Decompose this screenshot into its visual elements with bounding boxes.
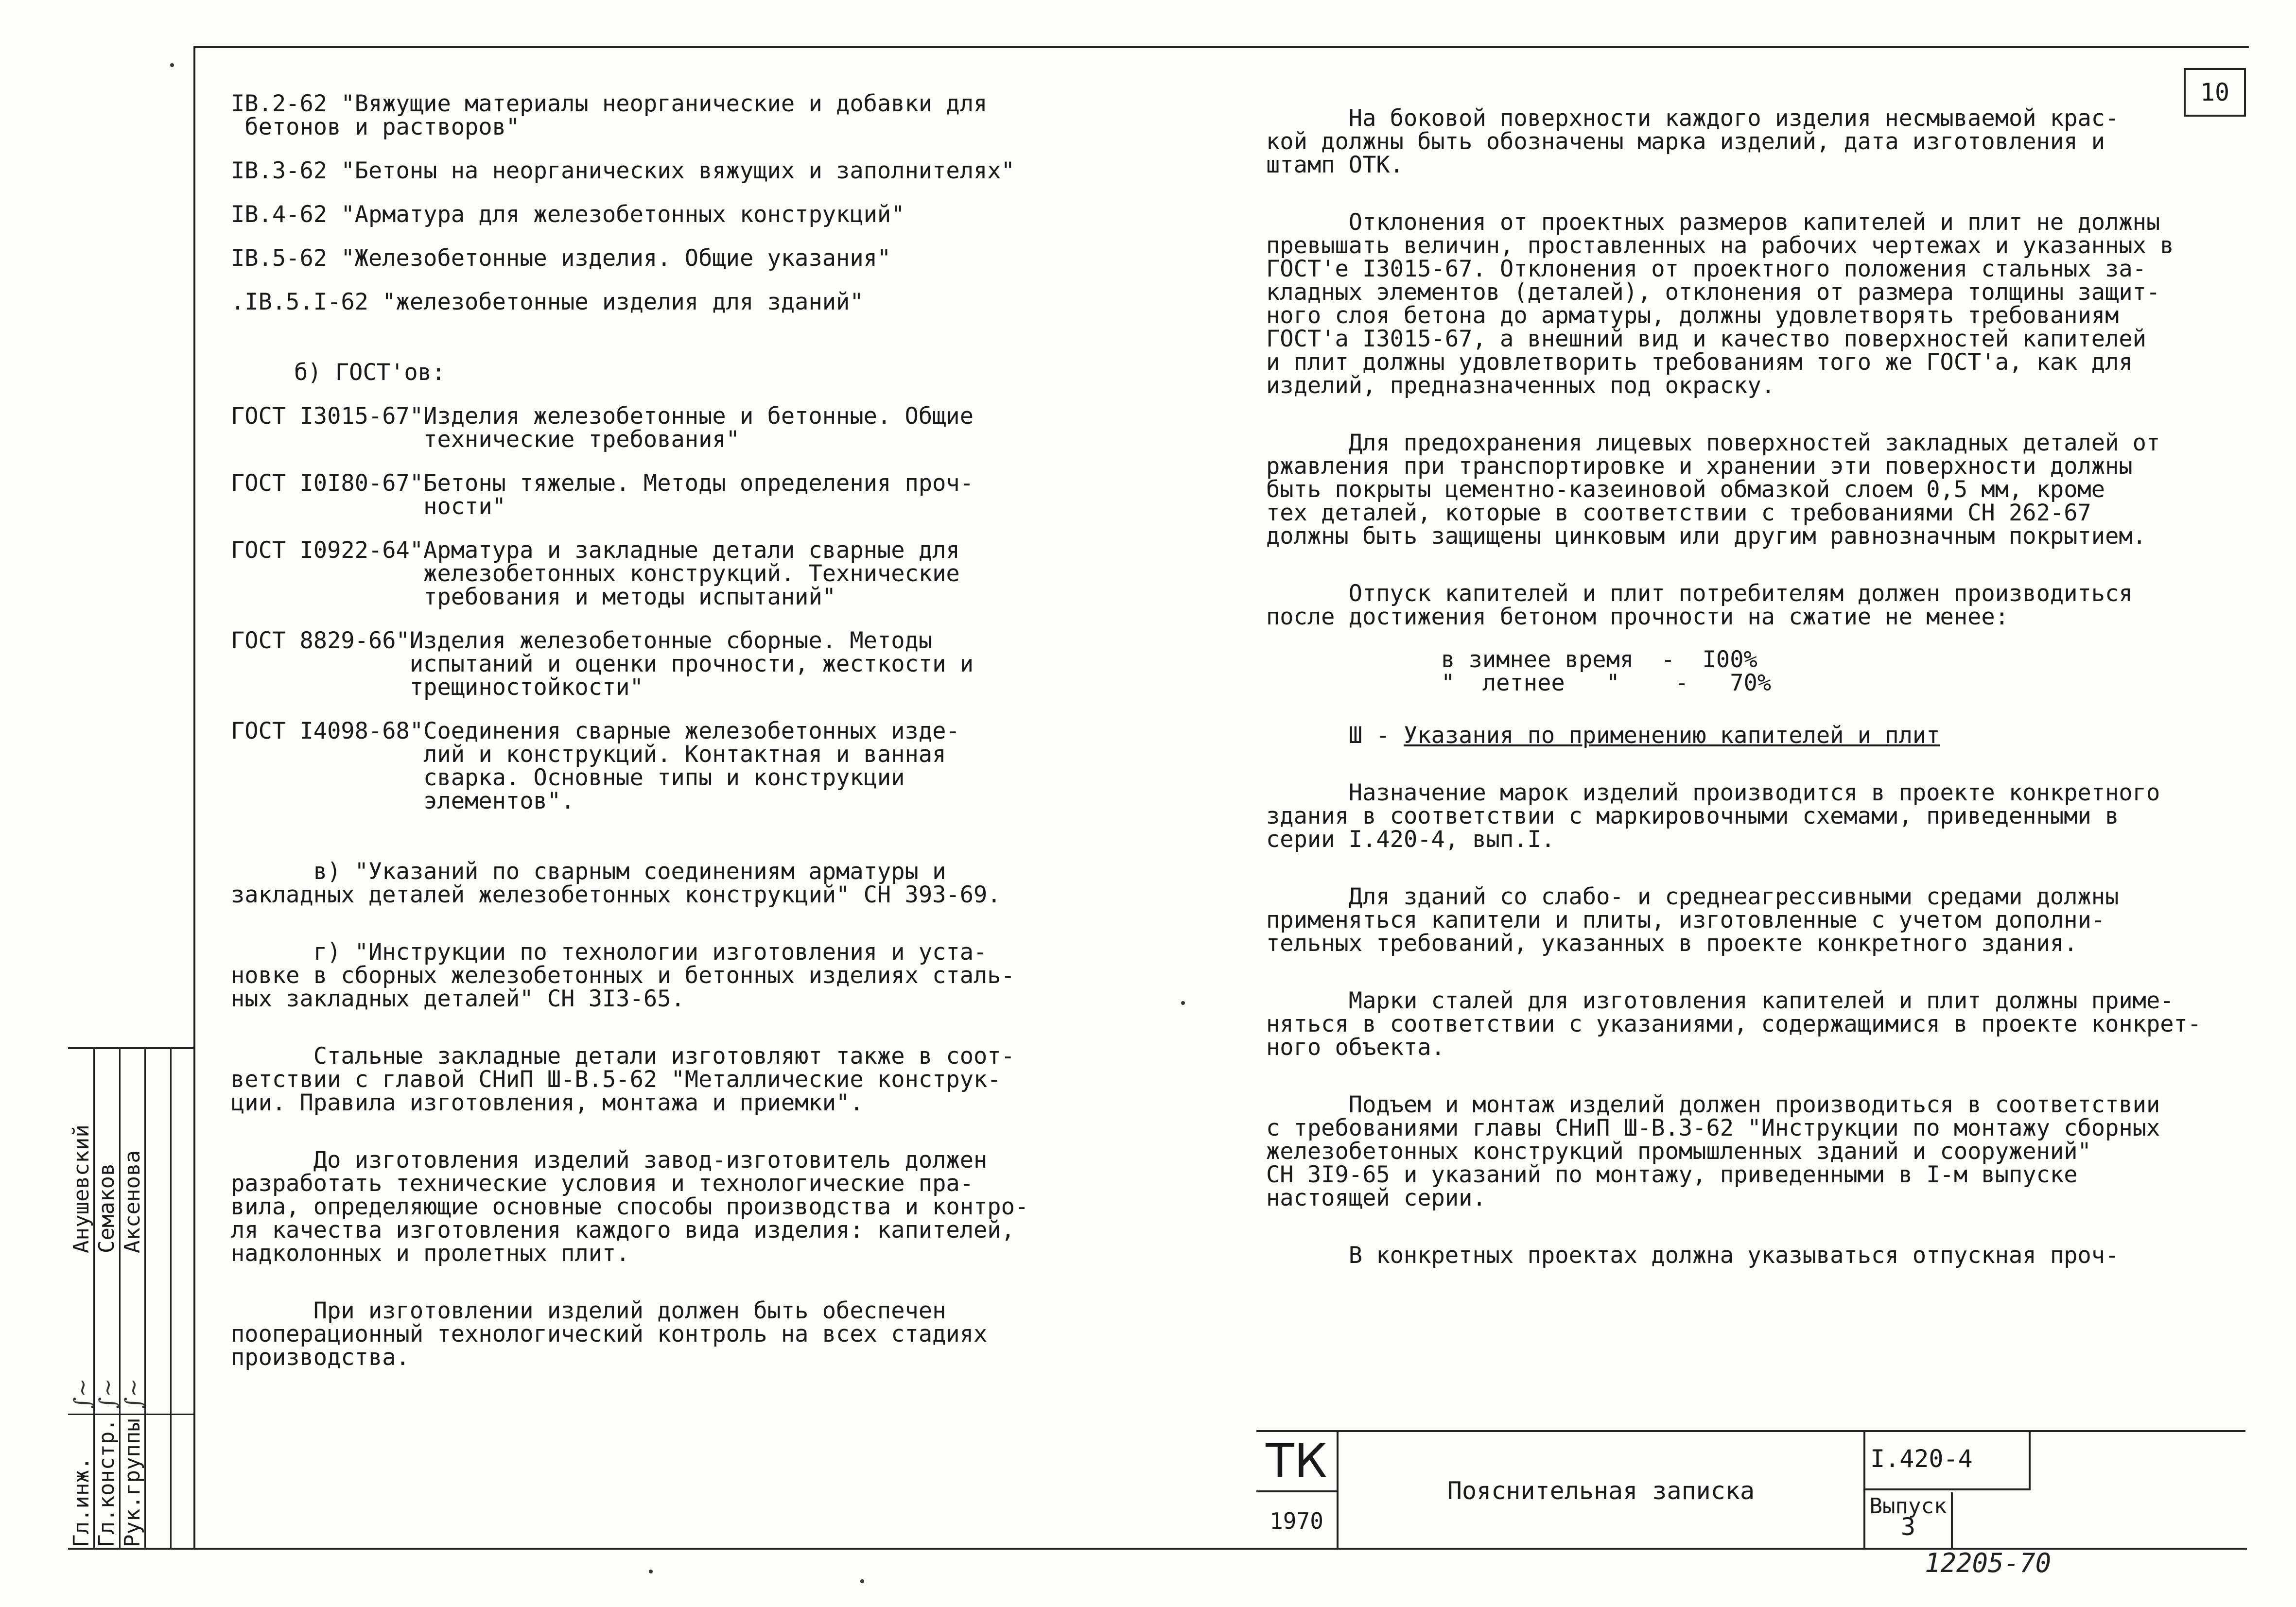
issue-cell <box>1865 1492 1953 1550</box>
release-strength-values: в зимнее время - I00% " летнее " - 70% <box>1441 646 1772 696</box>
paragraph-v: в) "Указаний по сварным соединениям арматуры и закладных деталей железобетонных конструкций" СН 393-69. <box>231 858 1001 908</box>
gost-entry: ГОСТ I3015-67 "Изделия железобетонные и бетонные. Общие технические требования" <box>231 403 974 453</box>
role-chief-engineer: Гл.инж. <box>69 1457 94 1547</box>
gost-entry: ГОСТ I0922-64 "Арматура и закладные детали сварные для железобетонных конструкций. Технические требования и методы испытаний" <box>231 537 960 610</box>
standard-entry: IВ.4-62 "Арматура для железобетонных конструкций" <box>231 201 905 228</box>
scan-speck <box>170 63 174 67</box>
paragraph-marks: Назначение марок изделий производится в проекте конкретного здания в соответствии с маркировочными схемами, приведенными в серии I.420-4, вып.I. <box>1266 779 2160 853</box>
standard-entry: IВ.5-62 "Железобетонные изделия. Общие указания" <box>231 245 891 272</box>
signature: ∫∼ <box>94 1378 121 1409</box>
gost-heading: б) ГОСТ'ов: <box>294 359 446 386</box>
paragraph-deviations: Отклонения от проектных размеров капителей и плит не должны превышать величин, проставленных на рабочих чертежах и указанных в ГОСТ'е I3015-67. Отклонения от проектного положения стальных за- кладных элементов (деталей), отклонения от размера толщины защит- ного слоя бетона до арматуры, должны удовлетворять требованиям ГОСТ'а I3015-67, а внешний вид и качество поверхностей капителей и плит должны удовлетворить требованиям того же ГОСТ'а, как для изделий, предназначенных под окраску. <box>1266 209 2174 399</box>
left-column <box>231 92 1115 1403</box>
title-block <box>1256 1430 2245 1550</box>
role-group-leader: Рук.группы <box>120 1418 145 1547</box>
year: 1970 <box>1256 1492 1339 1550</box>
archive-stamp: 12205-70 <box>1925 1548 2052 1578</box>
paragraph-during-manufacture: При изготовлении изделий должен быть обеспечен пооперационный технологический контроль на всех стадиях производства. <box>231 1297 988 1371</box>
standard-entry: IВ.3-62 "Бетоны на неорганических вяжущих и заполнителях" <box>231 157 1015 184</box>
name-semakov: Семаков <box>94 1163 119 1253</box>
gost-entry: ГОСТ I4098-68 "Соединения сварные железобетонных изде- лий и конструкций. Контактная и ванная сварка. Основные типы и конструкции элементов". <box>231 718 960 814</box>
issue-number: 3 <box>1900 1513 1916 1541</box>
gost-entry: ГОСТ 8829-66 "Изделия железобетонные сборные. Методы испытаний и оценки прочности, жесткости и трещиностойкости" <box>231 627 974 701</box>
name-anushevsky: Анушевский <box>69 1124 94 1253</box>
paragraph-g: г) "Инструкции по технологии изготовления и уста- новке в сборных железобетонных и бетонных изделиях сталь- ных закладных деталей" СН 3I3-65. <box>231 939 1015 1012</box>
paragraph-release-strength: В конкретных проектах должна указываться отпускная проч- <box>1266 1242 2119 1269</box>
paragraph-aggressive-env: Для зданий со слабо- и среднеагрессивными средами должны применяться капители и плиты, изготовленные с учетом дополни- тельных требований, указанных в проекте конкретного здания. <box>1266 883 2119 957</box>
role-chief-designer: Гл.констр. <box>94 1418 119 1547</box>
standard-entry: IВ.2-62 "Вяжущие материалы неорганические и добавки для бетонов и растворов" <box>231 90 988 140</box>
approval-table <box>68 1047 193 1550</box>
scan-speck <box>860 1579 864 1583</box>
paragraph-before-manufacture: До изготовления изделий завод-изготовитель должен разработать технические условия и технологические пра- вила, определяющие основные способы производства и контро- ля качества изготовления каждого вида изделия: капителей, надколонных и пролетных плит. <box>231 1147 1029 1267</box>
signature: ∫∼ <box>69 1378 95 1409</box>
signature: ∫∼ <box>120 1378 146 1409</box>
name-aksenova: Аксенова <box>120 1150 145 1253</box>
scan-speck <box>649 1570 653 1573</box>
right-column <box>1266 107 2219 1301</box>
series-number: I.420-4 <box>1865 1432 2031 1490</box>
scan-speck <box>1181 1001 1185 1005</box>
gost-entry: ГОСТ I0I80-67 "Бетоны тяжелые. Методы определения проч- ности" <box>231 470 974 520</box>
document-title: Пояснительная записка <box>1339 1432 1865 1550</box>
section-title: Указания по применению капителей и плит <box>1403 722 1940 749</box>
paragraph-erection: Подъем и монтаж изделий должен производиться в соответствии с требованиями главы СНиП Ш-В.3-62 "Инструкции по монтажу сборных железобетонных конструкций промышленных зданий и сооружений" СН 3I9-65 и указаний по монтажу, приведенными в I-м выпуске настоящей серии. <box>1266 1091 2160 1211</box>
standard-entry: .IВ.5.I-62 "железобетонные изделия для зданий" <box>231 289 864 315</box>
paragraph-release: Отпуск капителей и плит потребителям должен производиться после достижения бетоном прочности на сжатие не менее: <box>1266 580 2133 630</box>
section-heading: Ш - Указания по применению капителей и плит <box>1266 722 1940 749</box>
paragraph-steel-grades: Марки сталей для изготовления капителей и плит должны приме- няться в соответствии с указаниями, содержащимися в проекте конкрет- ного объекта. <box>1266 987 2202 1061</box>
paragraph-protection: Для предохранения лицевых поверхностей закладных деталей от ржавления при транспортировке и хранении эти поверхности должны быть покрыты цементно-казеиновой обмазкой слоем 0,5 мм, кроме тех деталей, которые в соответствии с требованиями СН 262-67 должны быть защищены цинковым или другим равнозначным покрытием. <box>1266 430 2160 550</box>
page-number: 10 <box>2184 68 2246 117</box>
issue-label: Выпуск <box>1869 1494 1947 1519</box>
paragraph-steel: Стальные закладные детали изготовляют также в соот- ветствии с главой СНиП Ш-В.5-62 "Металлические конструк- ции. Правила изготовления, монтажа и приемки". <box>231 1043 1015 1116</box>
organization-mark: ТК <box>1256 1432 1339 1492</box>
paragraph-marking: На боковой поверхности каждого изделия несмываемой крас- кой должны быть обозначены марка изделий, дата изготовления и штамп ОТК. <box>1266 105 2119 178</box>
